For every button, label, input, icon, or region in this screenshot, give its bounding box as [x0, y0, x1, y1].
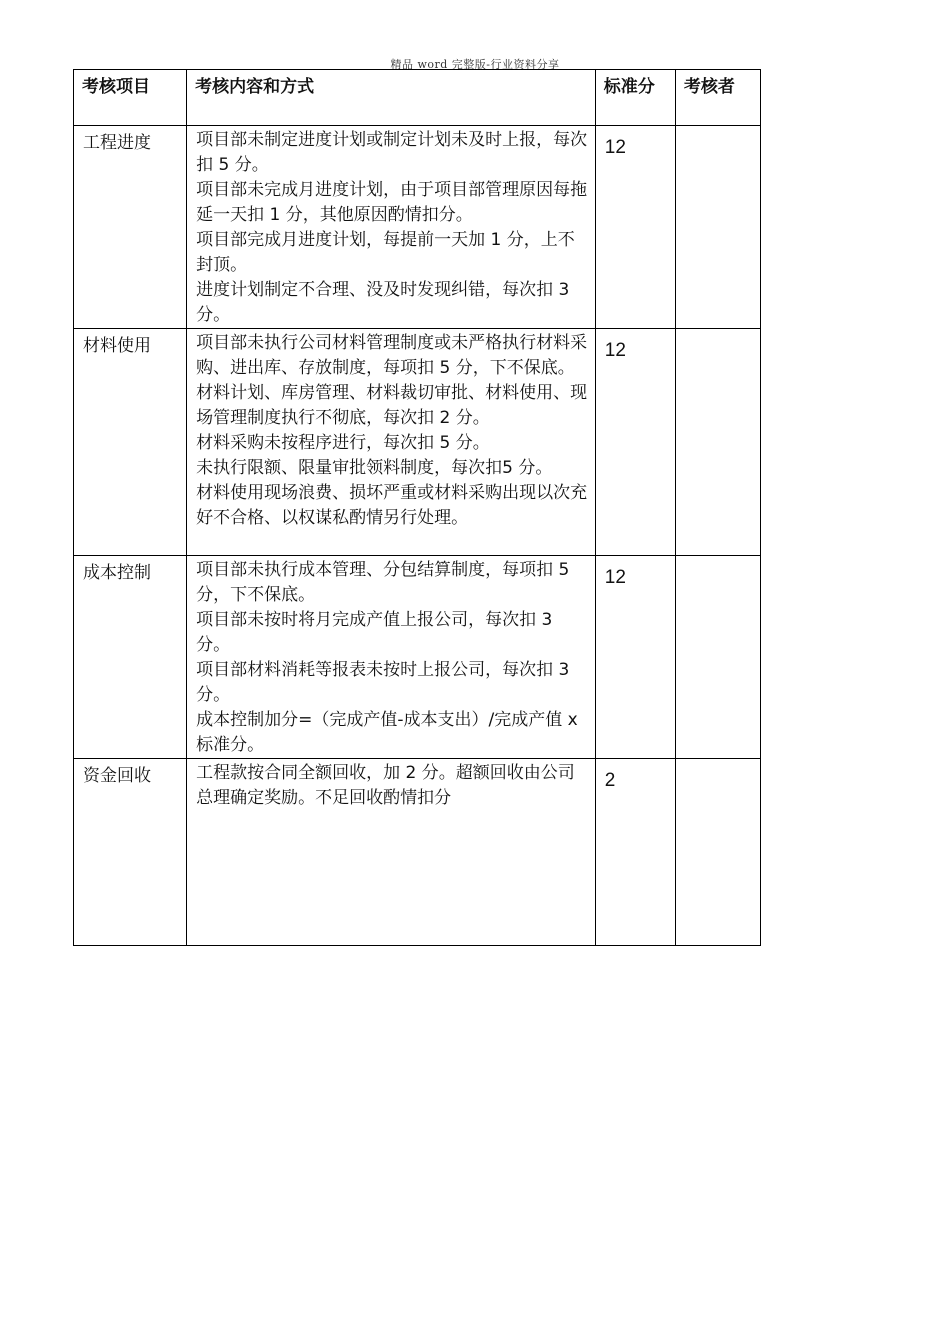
- row-score: 12: [595, 126, 675, 329]
- row-item: 工程进度: [74, 126, 187, 329]
- row-score: 12: [595, 329, 675, 556]
- content-line: 成本控制加分=（完成产值-成本支出）/完成产值 x 标准分。: [196, 710, 578, 755]
- content-line: 项目部未执行成本管理、分包结算制度，每项扣 5 分，下不保底。: [196, 560, 570, 605]
- table-row: [74, 126, 761, 329]
- row-item: 成本控制: [74, 556, 187, 759]
- content-line: 工程款按合同全额回收，加 2 分。超额回收由公司总理确定奖励。不足回收酌情扣分: [196, 763, 575, 808]
- content-line: 材料计划、库房管理、材料裁切审批、材料使用、现场管理制度执行不彻底，每次扣 2 分。: [196, 383, 588, 428]
- table-row: [74, 556, 761, 759]
- row-content: [187, 126, 596, 329]
- table-row: [74, 759, 761, 946]
- content-line: 材料采购未按程序进行，每次扣 5 分。: [196, 433, 490, 453]
- row-content: [187, 329, 596, 556]
- row-score: 2: [595, 759, 675, 946]
- content-line: 材料使用现场浪费、损坏严重或材料采购出现以次充好不合格、以权谋私酌情另行处理。: [196, 483, 588, 528]
- table-header-row: [74, 70, 761, 126]
- header-score: 标准分: [595, 70, 675, 126]
- row-assessor[interactable]: [675, 126, 760, 329]
- assessment-table: [73, 69, 761, 946]
- row-assessor[interactable]: [675, 759, 760, 946]
- row-item: 资金回收: [74, 759, 187, 946]
- header-content: 考核内容和方式: [187, 70, 596, 126]
- row-item: 材料使用: [74, 329, 187, 556]
- header-item: 考核项目: [74, 70, 187, 126]
- row-assessor[interactable]: [675, 556, 760, 759]
- content-line: 进度计划制定不合理、没及时发现纠错，每次扣 3 分。: [196, 280, 570, 325]
- row-assessor[interactable]: [675, 329, 760, 556]
- content-line: 项目部未完成月进度计划，由于项目部管理原因每拖延一天扣 1 分，其他原因酌情扣分。: [196, 180, 588, 225]
- content-line: 项目部完成月进度计划，每提前一天加 1 分，上不封顶。: [196, 230, 575, 275]
- header-note: 精品 word 完整版-行业资料分享: [390, 58, 560, 71]
- row-content: [187, 759, 596, 946]
- content-line: 项目部未按时将月完成产值上报公司，每次扣 3 分。: [196, 610, 553, 655]
- content-line: 项目部材料消耗等报表未按时上报公司，每次扣 3 分。: [196, 660, 570, 705]
- row-content: [187, 556, 596, 759]
- content-line: 未执行限额、限量审批领料制度，每次扣5 分。: [196, 458, 553, 478]
- header-assessor: 考核者: [675, 70, 760, 126]
- content-line: 项目部未制定进度计划或制定计划未及时上报，每次扣 5 分。: [196, 130, 588, 175]
- table-row: [74, 329, 761, 556]
- row-score: 12: [595, 556, 675, 759]
- content-line: 项目部未执行公司材料管理制度或未严格执行材料采购、进出库、存放制度，每项扣 5 分，下不保底。: [196, 333, 588, 378]
